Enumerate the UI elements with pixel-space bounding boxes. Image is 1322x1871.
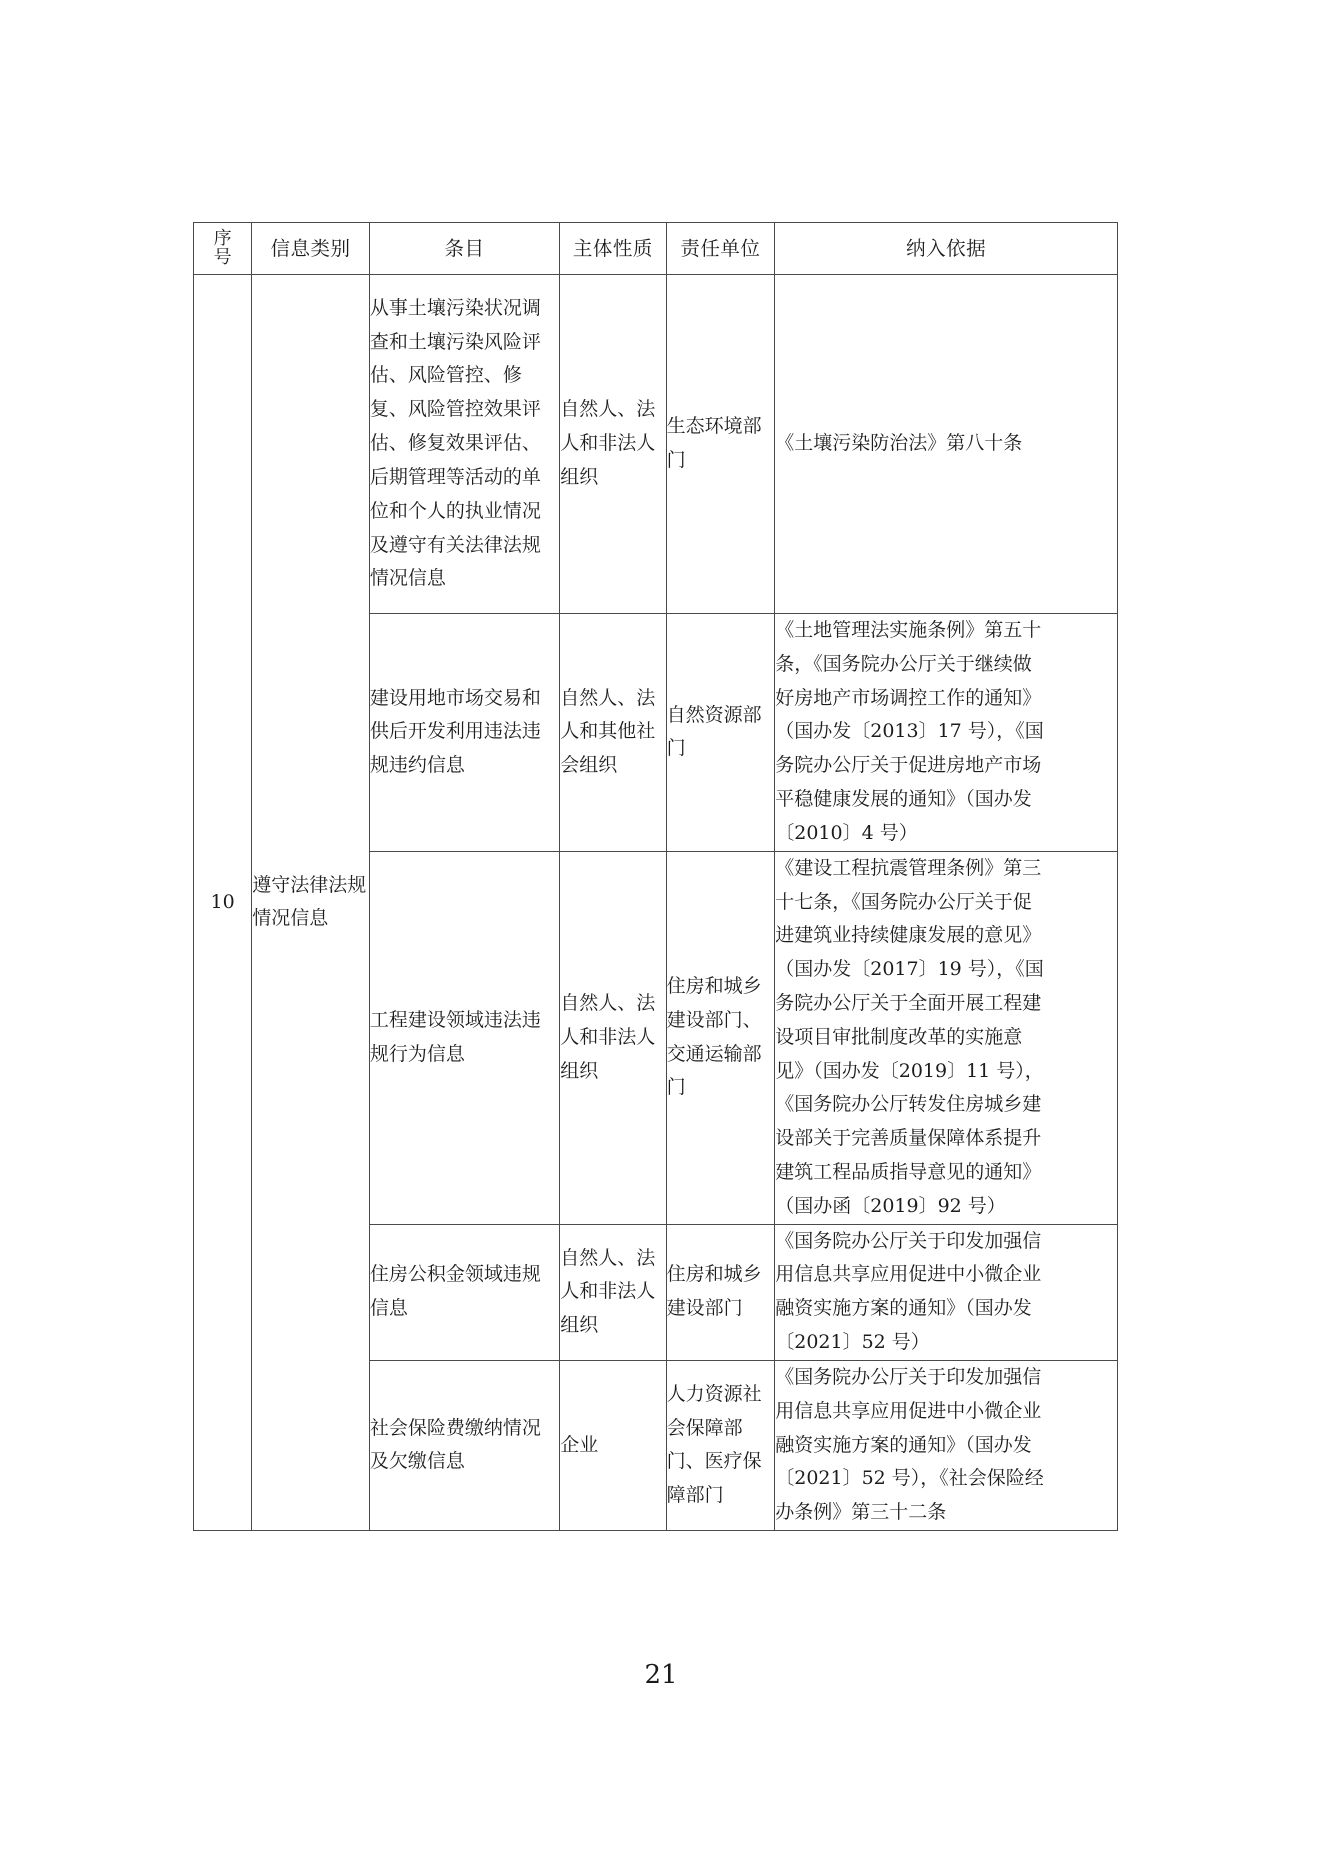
basis-line: 平稳健康发展的通知》（国办发: [775, 788, 1032, 811]
cell-subject-nature: 自然人、法人和非法人组织: [560, 275, 666, 614]
basis-line: 好房地产市场调控工作的通知》: [775, 686, 1042, 709]
cell-responsible-unit: 生态环境部门: [666, 275, 775, 614]
cell-group-index: 10: [194, 275, 252, 1531]
basis-line: 设项目审批制度改革的实施意: [775, 1025, 1023, 1048]
cell-inclusion-basis: [775, 1360, 1118, 1530]
basis-line: 办条例》第三十二条: [775, 1501, 947, 1524]
basis-line: 〔2010〕4 号）: [775, 821, 918, 844]
basis-line: 〔2021〕52 号），《社会保险经: [775, 1467, 1044, 1490]
page-number: 21: [644, 1660, 678, 1690]
basis-line: 十七条，《国务院办公厅关于促: [775, 890, 1032, 913]
basis-line: 〔2021〕52 号）: [775, 1331, 930, 1354]
cell-inclusion-basis: [775, 1224, 1118, 1360]
basis-line: （国办发〔2017〕19 号），《国: [775, 958, 1044, 981]
cell-subject-nature: 自然人、法人和非法人组织: [560, 1224, 666, 1360]
basis-line: 《国务院办公厅关于印发加强信: [775, 1365, 1042, 1388]
column-header-subject-nature: 主体性质: [560, 223, 666, 275]
table-row: [194, 275, 1118, 614]
column-header-inclusion-basis: 纳入依据: [775, 223, 1118, 275]
cell-responsible-unit: 人力资源社会保障部门、医疗保障部门: [666, 1360, 775, 1530]
cell-item: 住房公积金领域违规信息: [369, 1224, 559, 1360]
cell-subject-nature: 企业: [560, 1360, 666, 1530]
table-header-row: [194, 223, 1118, 275]
column-header-item: 条目: [369, 223, 559, 275]
cell-item: 社会保险费缴纳情况及欠缴信息: [369, 1360, 559, 1530]
cell-item: 从事土壤污染状况调查和土壤污染风险评估、风险管控、修复、风险管控效果评估、修复效果评估、后期管理等活动的单位和个人的执业情况及遵守有关法律法规情况信息: [369, 275, 559, 614]
basis-line: 《国务院办公厅关于印发加强信: [775, 1229, 1042, 1252]
cell-subject-nature: 自然人、法人和非法人组织: [560, 851, 666, 1224]
cell-item: 建设用地市场交易和供后开发利用违法违规违约信息: [369, 614, 559, 852]
cell-responsible-unit: 住房和城乡建设部门、交通运输部门: [666, 851, 775, 1224]
basis-line: 用信息共享应用促进中小微企业: [775, 1263, 1042, 1286]
cell-subject-nature: 自然人、法人和其他社会组织: [560, 614, 666, 852]
column-header-category: 信息类别: [252, 223, 370, 275]
basis-line: 用信息共享应用促进中小微企业: [775, 1399, 1042, 1422]
basis-line: 《土壤污染防治法》第八十条: [775, 432, 1023, 455]
basis-line: （国办函〔2019〕92 号）: [775, 1194, 1006, 1217]
cell-inclusion-basis: [775, 614, 1118, 852]
cell-responsible-unit: 自然资源部门: [666, 614, 775, 852]
table-header: [194, 223, 1118, 275]
basis-line: 《国务院办公厅转发住房城乡建: [775, 1093, 1042, 1116]
cell-responsible-unit: 住房和城乡建设部门: [666, 1224, 775, 1360]
cell-inclusion-basis: [775, 275, 1118, 614]
cell-item: 工程建设领域违法违规行为信息: [369, 851, 559, 1224]
information-catalog-table-wrapper: [193, 222, 1118, 1531]
column-header-index: [194, 223, 252, 275]
basis-line: 进建筑业持续健康发展的意见》: [775, 924, 1042, 947]
cell-group-category: 遵守法律法规情况信息: [252, 275, 370, 1531]
basis-line: 务院办公厅关于促进房地产市场: [775, 754, 1042, 777]
column-header-index-line1: 序: [213, 227, 232, 249]
column-header-responsible-unit: 责任单位: [666, 223, 775, 275]
cell-inclusion-basis: [775, 851, 1118, 1224]
basis-line: 设部关于完善质量保障体系提升: [775, 1127, 1042, 1150]
basis-line: （国办发〔2013〕17 号），《国: [775, 720, 1044, 743]
basis-line: 条，《国务院办公厅关于继续做: [775, 652, 1032, 675]
basis-line: 融资实施方案的通知》（国办发: [775, 1297, 1032, 1320]
information-catalog-table: [193, 222, 1118, 1531]
table-body: [194, 275, 1118, 1531]
column-header-index-line2: 号: [213, 246, 232, 268]
basis-line: 《土地管理法实施条例》第五十: [775, 619, 1042, 641]
basis-line: 建筑工程品质指导意见的通知》: [775, 1161, 1042, 1183]
basis-line: 融资实施方案的通知》（国办发: [775, 1433, 1032, 1456]
basis-line: 务院办公厅关于全面开展工程建: [775, 991, 1042, 1014]
basis-line: 见》（国办发〔2019〕11 号），: [775, 1059, 1044, 1082]
basis-line: 《建设工程抗震管理条例》第三: [775, 856, 1042, 879]
